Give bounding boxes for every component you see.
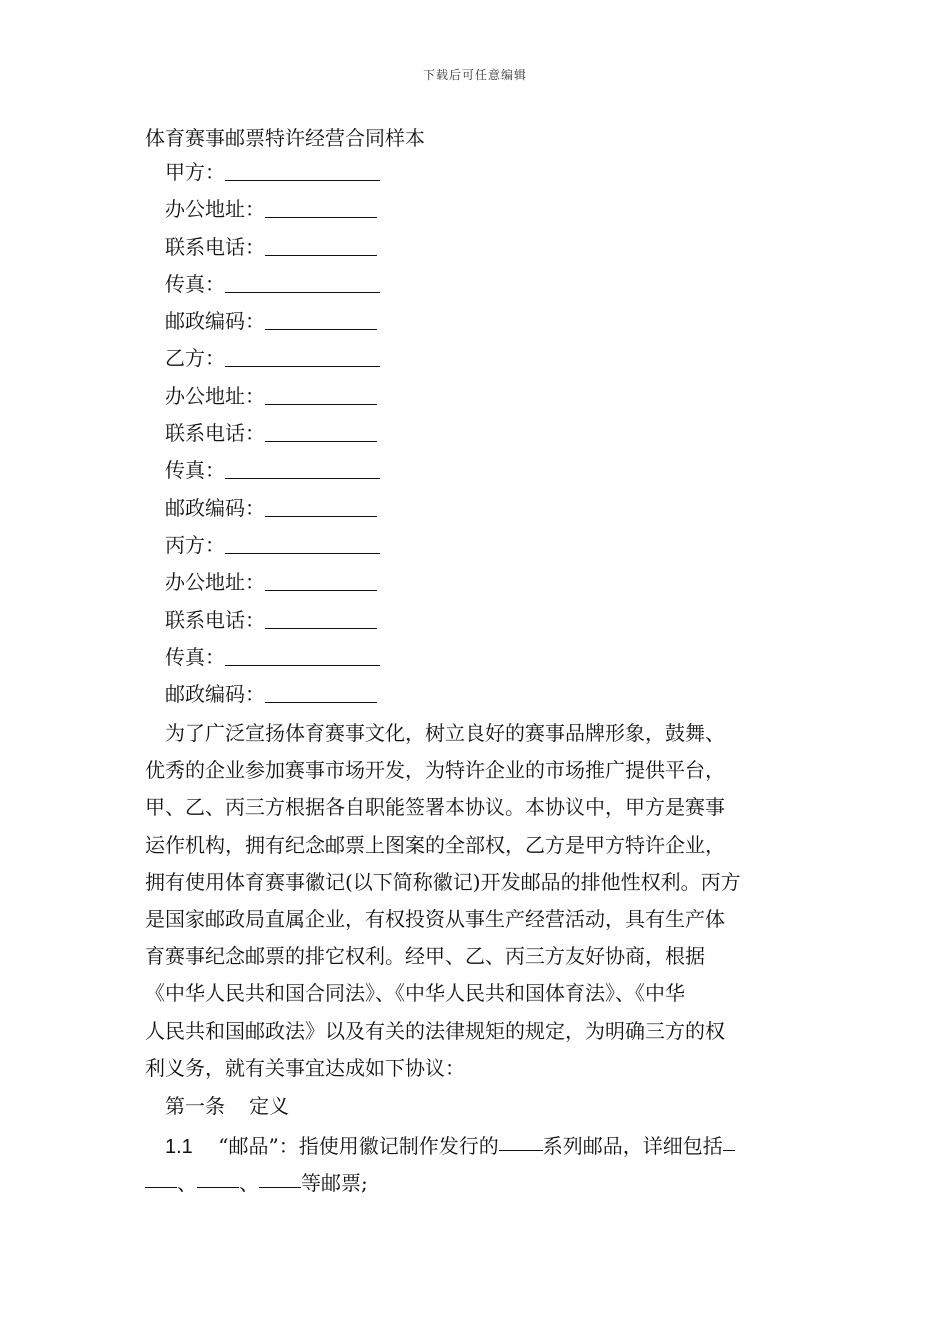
- field-label: 邮政编码：: [165, 682, 265, 707]
- field-label: 办公地址：: [165, 383, 265, 408]
- fill-in-blank: [259, 1165, 301, 1188]
- paragraph-line: 《中华人民共和国合同法》、《中华人民共和国体育法》、《中华: [145, 981, 685, 1006]
- field-line: [165, 606, 380, 643]
- fill-in-blank: [225, 158, 380, 181]
- field-label: 传真：: [165, 271, 225, 296]
- clause-item-line: [145, 1128, 810, 1165]
- field-line: [165, 531, 380, 568]
- fill-in-blank: [145, 1165, 177, 1188]
- paragraph-line: 利义务，就有关事宜达成如下协议：: [145, 1055, 465, 1080]
- paragraph-line: 人民共和国邮政法》以及有关的法律规矩的规定，为明确三方的权: [145, 1018, 725, 1043]
- paragraph-line: 育赛事纪念邮票的排它权利。经甲、乙、丙三方友好协商，根据: [145, 944, 705, 969]
- field-label: 甲方：: [165, 160, 225, 184]
- clause-item-line: [145, 1165, 810, 1202]
- document-title: 体育赛事邮票特许经营合同样本: [145, 126, 425, 150]
- item-text: “邮品”：指使用徽记制作发行的: [218, 1134, 499, 1158]
- field-label: 邮政编码：: [165, 309, 265, 334]
- field-label: 办公地址：: [165, 570, 265, 595]
- field-line: [165, 344, 380, 381]
- field-label: 传真：: [165, 644, 225, 669]
- fill-in-blank: [225, 643, 380, 666]
- fill-in-blank: [225, 531, 380, 554]
- item-text: 系列邮品，详细包括: [542, 1134, 723, 1158]
- field-label: 邮政编码：: [165, 495, 265, 520]
- fill-in-blank: [265, 494, 377, 517]
- fill-in-blank: [265, 419, 377, 442]
- paragraph-line: 拥有使用体育赛事徽记(以下简称徽记)开发邮品的排他性权利。丙方: [145, 869, 741, 894]
- fill-in-blank: [265, 680, 377, 703]
- field-line: [165, 494, 380, 531]
- field-line: [165, 233, 380, 270]
- field-label: 联系电话：: [165, 607, 265, 632]
- field-line: [165, 568, 380, 605]
- clause-title: 定义: [249, 1094, 289, 1118]
- field-label: 传真：: [165, 458, 225, 483]
- field-line: [165, 382, 380, 419]
- separator: 、: [177, 1171, 197, 1196]
- paragraph-line: 为了广泛宣扬体育赛事文化，树立良好的赛事品牌形象，鼓舞、: [165, 721, 725, 745]
- paragraph-line: 是国家邮政局直属企业，有权投资从事生产经营活动，具有生产体: [145, 906, 725, 931]
- field-line: [165, 158, 380, 195]
- field-line: [165, 195, 380, 232]
- field-line: [165, 456, 380, 493]
- fill-in-blank: [723, 1128, 735, 1151]
- fill-in-blank: [499, 1128, 543, 1151]
- preamble-paragraph: [145, 715, 807, 1087]
- field-line: [165, 307, 380, 344]
- fill-in-blank: [225, 344, 380, 367]
- item-text: 等邮票;: [301, 1171, 368, 1196]
- paragraph-line: 运作机构，拥有纪念邮票上图案的全部权，乙方是甲方特许企业，: [145, 832, 725, 857]
- clause-number: 第一条: [165, 1094, 225, 1118]
- field-label: 办公地址：: [165, 197, 265, 222]
- field-line: [165, 680, 380, 717]
- item-number: 1.1: [165, 1136, 193, 1158]
- field-line: [165, 270, 380, 307]
- paragraph-line: 甲、乙、丙三方根据各自职能签署本协议。本协议中，甲方是赛事: [145, 795, 725, 820]
- fill-in-blank: [265, 568, 377, 591]
- fill-in-blank: [265, 606, 377, 629]
- field-label: 联系电话：: [165, 421, 265, 446]
- clause-item: [145, 1128, 810, 1202]
- field-label: 乙方：: [165, 346, 225, 371]
- field-line: [165, 643, 380, 680]
- fill-in-blank: [265, 195, 377, 218]
- field-line: [165, 419, 380, 456]
- separator: 、: [239, 1171, 259, 1196]
- fill-in-blank: [225, 456, 380, 479]
- clause-heading: [165, 1092, 289, 1120]
- party-fields: [165, 158, 380, 717]
- fill-in-blank: [197, 1165, 239, 1188]
- fill-in-blank: [265, 382, 377, 405]
- field-label: 联系电话：: [165, 234, 265, 259]
- fill-in-blank: [265, 233, 377, 256]
- header-note: 下载后可任意编辑: [422, 68, 527, 82]
- fill-in-blank: [225, 270, 380, 293]
- fill-in-blank: [265, 307, 377, 330]
- field-label: 丙方：: [165, 532, 225, 557]
- paragraph-line: 优秀的企业参加赛事市场开发，为特许企业的市场推广提供平台，: [145, 758, 725, 783]
